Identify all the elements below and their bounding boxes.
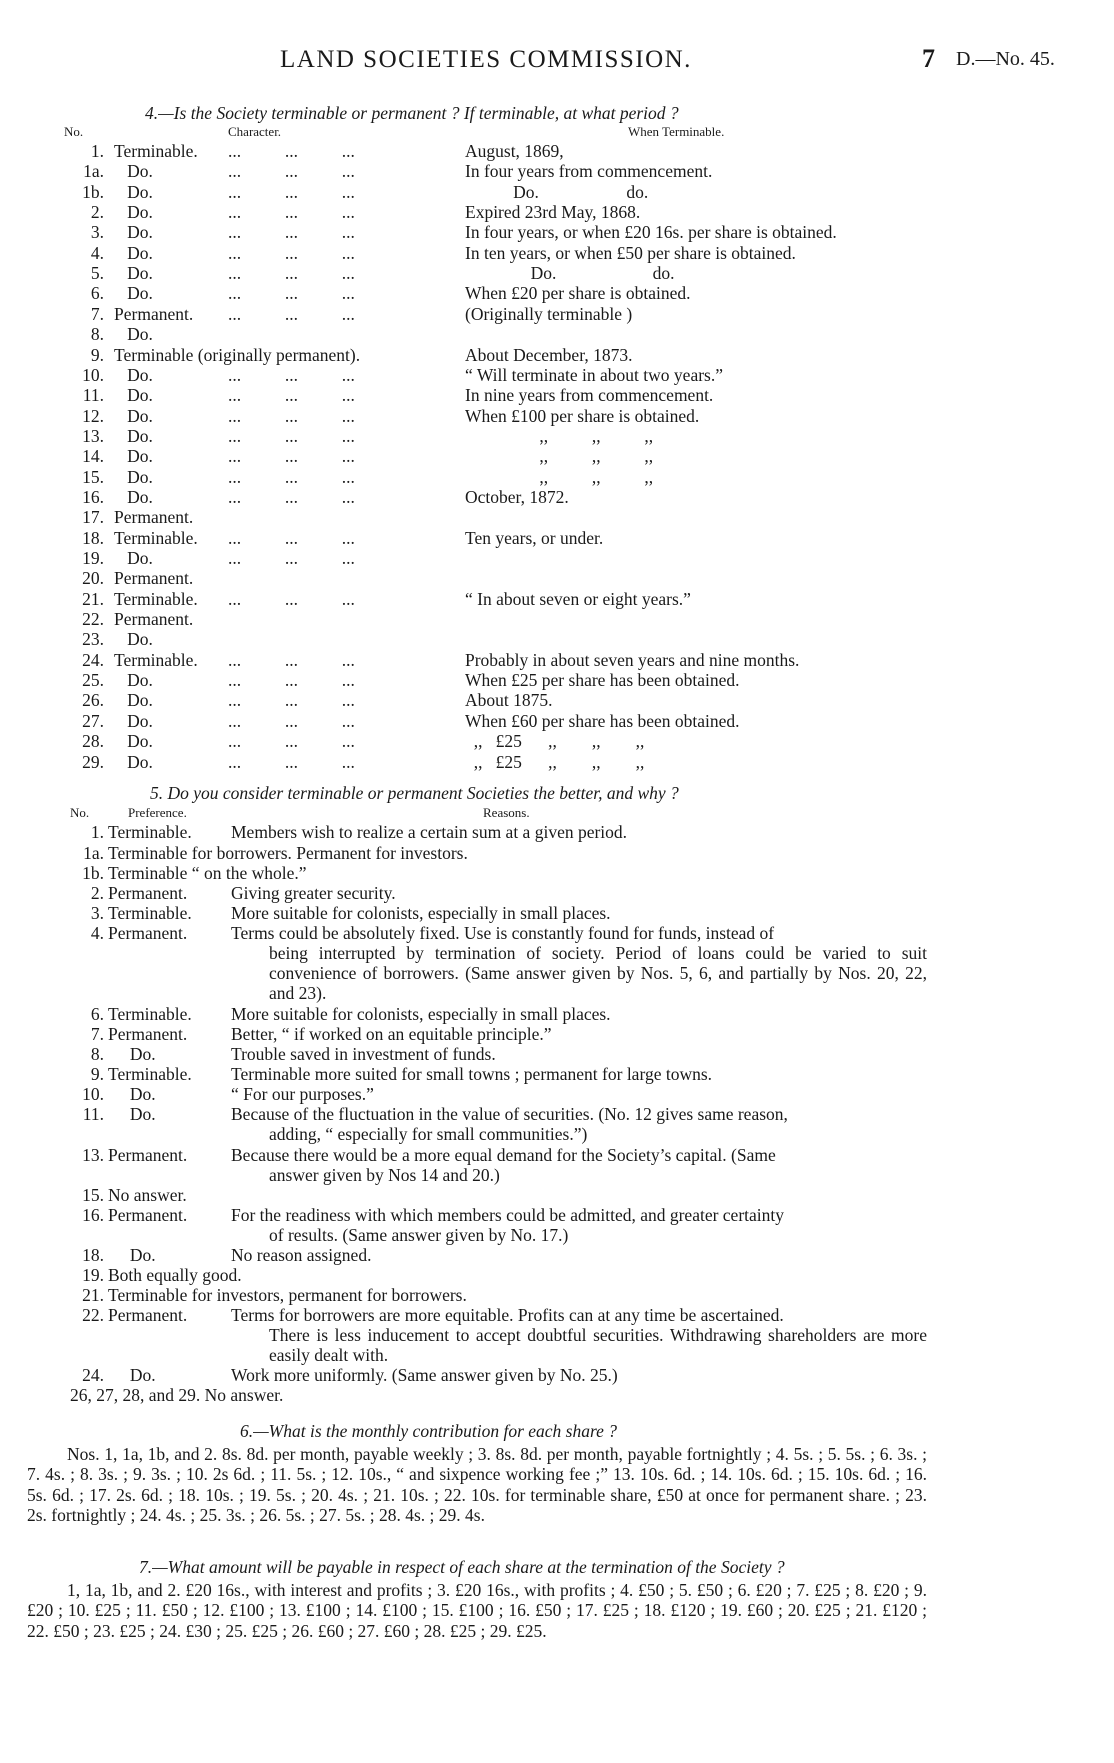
q4-row-when-terminable: ,, ,, ,, xyxy=(465,466,654,487)
q5-row-preference: Do. xyxy=(108,1044,156,1064)
q4-row-when-terminable: When £25 per share has been obtained. xyxy=(465,670,740,691)
q5-row-preference: Permanent. xyxy=(108,923,188,943)
q5-reason-continuation: There is less inducement to accept doubtful securities. Withdrawing shareholders are more easily dealt with. xyxy=(269,1325,927,1365)
q4-row-character: Permanent. xyxy=(114,303,194,324)
q5-row-preference: Permanent. xyxy=(108,883,188,903)
q5-row-preference: Terminable. xyxy=(108,903,192,923)
q4-row-number: 6. xyxy=(90,283,104,304)
q4-row-character: Terminable. xyxy=(114,588,198,609)
q4-row-when-terminable: When £100 per share is obtained. xyxy=(465,405,700,426)
q4-row-number: 8. xyxy=(90,324,104,345)
q4-row-number: 26. xyxy=(82,690,104,711)
q4-row-number: 19. xyxy=(82,548,104,568)
q4-row-character: Do. xyxy=(114,161,153,182)
q4-row-character: Do. xyxy=(114,405,153,426)
q4-row-number: 16. xyxy=(82,486,104,507)
q4-row-when-terminable: Do. do. xyxy=(465,181,649,202)
q4-row xyxy=(0,385,1114,405)
q4-row-leader-dots: ... ... ... xyxy=(228,731,355,752)
q5-row-reason xyxy=(231,923,927,1003)
q4-row-number: 27. xyxy=(82,710,104,731)
q4-row-when-terminable: In four years, or when £20 16s. per share is obtained. xyxy=(465,222,837,243)
q4-row-character: Do. xyxy=(114,466,153,487)
q5-row-number: 1. xyxy=(90,822,104,842)
q5-row-preference: Permanent. xyxy=(108,1024,188,1044)
page-header-title: LAND SOCIETIES COMMISSION. xyxy=(280,46,692,73)
q4-row-leader-dots: ... ... ... xyxy=(228,283,355,304)
q4-row-character: Do. xyxy=(114,385,153,406)
q5-row-reason xyxy=(231,1024,927,1044)
q4-row-number: 10. xyxy=(82,364,104,385)
q5-row-number: 11. xyxy=(82,1104,104,1124)
q5-row-number: 3. xyxy=(90,903,104,923)
q4-row-leader-dots: ... ... ... xyxy=(228,486,355,507)
q4-row-character: Do. xyxy=(114,283,153,304)
q5-row-preference: Permanent. xyxy=(108,1305,188,1325)
q4-row-when-terminable: About December, 1873. xyxy=(465,344,633,365)
q4-row-character: Do. xyxy=(114,629,153,650)
document-reference: D.—No. 45. xyxy=(956,48,1055,70)
q5-reason-first-line: For the readiness with which members could be admitted, and greater certainty xyxy=(231,1205,785,1225)
q4-row xyxy=(0,426,1114,446)
q5-row-reason xyxy=(231,1245,927,1265)
q4-row-leader-dots: ... ... ... xyxy=(228,466,355,487)
q5-reason-first-line: Trouble saved in investment of funds. xyxy=(231,1044,496,1064)
q4-row xyxy=(0,263,1114,283)
q4-row-character: Do. xyxy=(114,425,153,446)
q4-row-leader-dots: ... ... ... xyxy=(228,588,355,609)
q4-row-number: 12. xyxy=(82,405,104,426)
q4-row-number: 1b. xyxy=(82,181,104,202)
q4-row xyxy=(0,609,1114,629)
q4-row xyxy=(0,731,1114,751)
q4-row-character: Do. xyxy=(114,710,153,731)
q5-row-number: 8. xyxy=(90,1044,104,1064)
q5-row-answer: Terminable for borrowers. Permanent for investors. xyxy=(108,843,468,863)
q4-row-leader-dots: ... ... ... xyxy=(228,181,355,202)
q5-reason-continuation: adding, “ especially for small communities.”) xyxy=(269,1124,588,1144)
q5-row-number: 24. xyxy=(82,1365,104,1385)
q5-row-preference: Terminable. xyxy=(108,822,192,842)
q4-row-character: Do. xyxy=(114,242,153,263)
q4-row-when-terminable: When £60 per share has been obtained. xyxy=(465,710,740,731)
q4-row-character: Do. xyxy=(114,731,153,752)
q4-row xyxy=(0,222,1114,242)
q5-reason-first-line: Because of the fluctuation in the value of securities. (No. 12 gives same reason, xyxy=(231,1104,788,1124)
q5-row-text xyxy=(70,1385,283,1405)
q5-row-number: 2. xyxy=(90,883,104,903)
question-7-heading: 7.—What amount will be payable in respect of each share at the termination of the Society ? xyxy=(139,1557,785,1577)
q5-row-answer: Both equally good. xyxy=(108,1265,242,1285)
q4-row-number: 4. xyxy=(90,242,104,263)
q4-row-number: 22. xyxy=(82,609,104,630)
q4-row-character: Permanent. xyxy=(114,507,194,528)
question-5-heading: 5. Do you consider terminable or permanent Societies the better, and why ? xyxy=(150,783,679,803)
q4-row-number: 1a. xyxy=(83,161,104,182)
q5-row-number: 4. xyxy=(90,923,104,943)
q5-reason-continuation: being interrupted by termination of society. Period of loans could be varied to suit convenience of borrowers. (Same answer given by Nos. 5, 6, and partially by Nos. 20, 22, and 23). xyxy=(269,943,927,1003)
q4-row-character: Terminable. xyxy=(114,141,198,161)
q4-row-when-terminable: Do. do. xyxy=(465,263,675,284)
q4-row-character: Do. xyxy=(114,548,153,568)
q4-row-number: 14. xyxy=(82,446,104,467)
q5-reason-first-line: More suitable for colonists, especially in small places. xyxy=(231,903,611,923)
q5-row-number: 1a. xyxy=(83,843,104,863)
q4-row xyxy=(0,568,1114,588)
q4-row-character: Do. xyxy=(114,364,153,385)
q5-row-preference: Terminable. xyxy=(108,1004,192,1024)
q4-row xyxy=(0,304,1114,324)
q5-reason-first-line: Better, “ if worked on an equitable principle.” xyxy=(231,1024,552,1044)
q4-row-character: Do. xyxy=(114,202,153,223)
q5-row-reason xyxy=(231,1145,927,1185)
q4-row-number: 20. xyxy=(82,568,104,589)
question-6-heading: 6.—What is the monthly contribution for each share ? xyxy=(240,1421,618,1441)
q4-row-leader-dots: ... ... ... xyxy=(228,202,355,223)
q4-row-character: Do. xyxy=(114,263,153,284)
q5-row-number: 6. xyxy=(90,1004,104,1024)
q4-row-number: 17. xyxy=(82,507,104,528)
q4-row-when-terminable: In four years from commencement. xyxy=(465,161,713,182)
q4-row xyxy=(0,345,1114,365)
q5-reason-continuation: answer given by Nos 14 and 20.) xyxy=(269,1165,500,1185)
question-4-heading: 4.—Is the Society terminable or permanent ? If terminable, at what period ? xyxy=(145,103,679,123)
q4-row-when-terminable: August, 1869, xyxy=(465,141,564,161)
q4-row-character: Do. xyxy=(114,690,153,711)
q4-row-when-terminable: About 1875. xyxy=(465,690,553,711)
q4-row-character: Permanent. xyxy=(114,568,194,589)
q5-reason-first-line: Because there would be a more equal demand for the Society’s capital. (Same xyxy=(231,1145,776,1165)
q4-row-when-terminable: When £20 per share is obtained. xyxy=(465,283,691,304)
q4-row xyxy=(0,507,1114,527)
q5-reason-continuation: of results. (Same answer given by No. 17.) xyxy=(269,1225,569,1245)
q5-row-number: 15. xyxy=(82,1185,104,1205)
q5-row-reason xyxy=(231,1365,927,1385)
q4-row-when-terminable: “ Will terminate in about two years.” xyxy=(465,364,723,385)
q4-col-when: When Terminable. xyxy=(628,124,725,139)
q5-row-preference: Do. xyxy=(108,1084,156,1104)
q5-row-number: 18. xyxy=(82,1245,104,1265)
q5-row-reason xyxy=(231,903,927,923)
q5-col-reasons: Reasons. xyxy=(483,805,530,820)
q5-row-number: 19. xyxy=(82,1265,104,1285)
q5-row-preference: Do. xyxy=(108,1245,156,1265)
q5-row-number: 13. xyxy=(82,1145,104,1165)
q5-row-preference: Do. xyxy=(108,1104,156,1124)
q4-col-no: No. xyxy=(64,124,84,139)
q4-row-leader-dots: ... ... ... xyxy=(228,405,355,426)
q5-col-no: No. xyxy=(70,805,90,820)
q4-row xyxy=(0,406,1114,426)
q5-reason-first-line: Work more uniformly. (Same answer given by No. 25.) xyxy=(231,1365,618,1385)
q4-row-leader-dots: ... ... ... xyxy=(228,670,355,691)
q4-row-number: 9. xyxy=(90,344,104,365)
q4-row-when-terminable: “ In about seven or eight years.” xyxy=(465,588,691,609)
q4-row-leader-dots: ... ... ... xyxy=(228,364,355,385)
q4-row-character: Do. xyxy=(114,222,153,243)
q5-reason-first-line: Members wish to realize a certain sum at a given period. xyxy=(231,822,628,842)
q4-row xyxy=(0,283,1114,303)
q5-row-number: 22. xyxy=(82,1305,104,1325)
q4-row-leader-dots: ... ... ... xyxy=(228,222,355,243)
q4-row xyxy=(0,141,1114,161)
q5-row-reason xyxy=(231,1205,927,1245)
q4-row-character: Do. xyxy=(114,446,153,467)
q5-reason-first-line: “ For our purposes.” xyxy=(231,1084,374,1104)
q4-row-leader-dots: ... ... ... xyxy=(228,690,355,711)
q5-row-preference: Permanent. xyxy=(108,1145,188,1165)
q4-row-when-terminable: ,, ,, ,, xyxy=(465,425,654,446)
q4-row-number: 21. xyxy=(82,588,104,609)
q4-row-number: 15. xyxy=(82,466,104,487)
q4-row-character: Do. xyxy=(114,181,153,202)
q4-row-leader-dots: ... ... ... xyxy=(228,649,355,670)
q4-row-when-terminable: In ten years, or when £50 per share is obtained. xyxy=(465,242,796,263)
q4-row-leader-dots: ... ... ... xyxy=(228,751,355,772)
q4-row-when-terminable: (Originally terminable ) xyxy=(465,303,633,324)
q5-row-reason xyxy=(231,822,927,842)
q4-row xyxy=(0,752,1114,772)
q5-row-number: 9. xyxy=(90,1064,104,1084)
q4-row-when-terminable: Probably in about seven years and nine months. xyxy=(465,649,800,670)
q4-row-number: 2. xyxy=(90,202,104,223)
q4-row-leader-dots: ... ... ... xyxy=(228,446,355,467)
q4-row xyxy=(0,161,1114,181)
q4-row-when-terminable: ,, ,, ,, xyxy=(465,446,654,467)
q5-reason-first-line: No reason assigned. xyxy=(231,1245,372,1265)
q5-row-number: 26, 27, 28, and 29. xyxy=(70,1385,201,1405)
q5-row-reason xyxy=(231,1084,927,1104)
q5-row-preference: Permanent. xyxy=(108,1205,188,1225)
q4-row-when-terminable: Expired 23rd May, 1868. xyxy=(465,202,641,223)
q4-row-leader-dots: ... ... ... xyxy=(228,263,355,284)
q5-row-reason xyxy=(231,883,927,903)
q4-row-number: 24. xyxy=(82,649,104,670)
q5-reason-first-line: Terms could be absolutely fixed. Use is constantly found for funds, instead of xyxy=(231,923,775,943)
q5-row-reason xyxy=(231,1044,927,1064)
q4-row xyxy=(0,670,1114,690)
q4-row-leader-dots: ... ... ... xyxy=(228,548,355,568)
q4-row-leader-dots: ... ... ... xyxy=(228,527,355,548)
q5-row-number: 1b. xyxy=(82,863,104,883)
q5-row-reason xyxy=(231,1305,927,1365)
question-6-answer xyxy=(27,1444,927,1525)
q4-row-leader-dots: ... ... ... xyxy=(228,242,355,263)
q4-row-number: 11. xyxy=(82,385,104,406)
q4-row-character: Do. xyxy=(114,486,153,507)
q5-reason-first-line: More suitable for colonists, especially in small places. xyxy=(231,1004,611,1024)
q4-row xyxy=(0,711,1114,731)
q5-row-answer: Terminable for investors, permanent for borrowers. xyxy=(108,1285,467,1305)
q4-row-number: 23. xyxy=(82,629,104,650)
q4-row-number: 18. xyxy=(82,527,104,548)
q4-row-character: Terminable (originally permanent). xyxy=(114,344,361,365)
q4-row-when-terminable: October, 1872. xyxy=(465,486,569,507)
q5-reason-first-line: Terms for borrowers are more equitable. Profits can at any time be ascertained. xyxy=(231,1305,784,1325)
q4-row xyxy=(0,548,1114,568)
q4-row xyxy=(0,446,1114,466)
q4-row xyxy=(0,365,1114,385)
q5-row-answer: No answer. xyxy=(108,1185,187,1205)
question-7-answer xyxy=(27,1580,927,1641)
q7-answer-text: 1, 1a, 1b, and 2. £20 16s., with interest and profits ; 3. £20 16s., with profits ; 4. £50 ; 5. £50 ; 6. £20 ; 7. £25 ; 8. £20 ; 9. £20 ; 10. £25 ; 11. £50 ; 12. £100 ; 13. £100 ; 14. £100 ; 15. £100 ; 16. £50 ; 17. £25 ; 18. £120 ; 19. £60 ; 20. £25 ; 21. £120 ; 22. £50 ; 23. £25 ; 24. £30 ; 25. £25 ; 26. £60 ; 27. £60 ; 28. £25 ; 29. £25. xyxy=(27,1580,927,1641)
q4-row-leader-dots: ... ... ... xyxy=(228,385,355,406)
q5-col-preference: Preference. xyxy=(128,805,187,820)
q4-row-number: 1. xyxy=(90,141,104,161)
q6-answer-text: Nos. 1, 1a, 1b, and 2. 8s. 8d. per month, payable weekly ; 3. 8s. 8d. per month, payable fortnightly ; 4. 5s. ; 5. 5s. ; 6. 3s. ; 7. 4s. ; 8. 3s. ; 9. 3s. ; 10. 2s 6d. ; 11. 5s. ; 12. 10s., “ and sixpence working fee ;” 13. 10s. 6d. ; 14. 10s. 6d. ; 15. 10s. 6d. ; 16. 5s. 6d. ; 17. 2s. 6d. ; 18. 10s. ; 19. 5s. ; 20. 4s. ; 21. 10s. ; 22. 10s. for terminable share, £50 at once for permanent share. ; 23. 2s. fortnightly ; 24. 4s. ; 25. 3s. ; 26. 5s. ; 27. 5s. ; 28. 4s. ; 29. 4s. xyxy=(27,1444,927,1525)
q4-row xyxy=(0,182,1114,202)
q5-row-number: 10. xyxy=(82,1084,104,1104)
q4-row-leader-dots: ... ... ... xyxy=(228,161,355,182)
q4-row-character: Terminable. xyxy=(114,649,198,670)
q4-row xyxy=(0,243,1114,263)
q4-row-number: 28. xyxy=(82,731,104,752)
q4-row xyxy=(0,202,1114,222)
q4-row-character: Do. xyxy=(114,670,153,691)
q4-row xyxy=(0,528,1114,548)
q4-row xyxy=(0,487,1114,507)
q4-row xyxy=(0,690,1114,710)
q4-row-number: 5. xyxy=(90,263,104,284)
q4-row-character: Permanent. xyxy=(114,609,194,630)
q4-row-when-terminable: In nine years from commencement. xyxy=(465,385,714,406)
q4-row xyxy=(0,467,1114,487)
q4-col-character: Character. xyxy=(228,124,282,139)
q4-row xyxy=(0,650,1114,670)
q5-row-number: 21. xyxy=(82,1285,104,1305)
page-number: 7 xyxy=(922,44,935,73)
q4-row xyxy=(0,589,1114,609)
q4-row-leader-dots: ... ... ... xyxy=(228,425,355,446)
q4-row-leader-dots: ... ... ... xyxy=(228,303,355,324)
q4-row-when-terminable: ,, £25 ,, ,, ,, xyxy=(465,731,645,752)
q5-reason-first-line: Terminable more suited for small towns ; permanent for large towns. xyxy=(231,1064,713,1084)
q4-row xyxy=(0,629,1114,649)
q5-row-preference: Do. xyxy=(108,1365,156,1385)
q5-row-reason xyxy=(231,1104,927,1144)
q4-row-number: 25. xyxy=(82,670,104,691)
q5-row-answer: No answer. xyxy=(204,1385,284,1405)
q4-row-when-terminable: Ten years, or under. xyxy=(465,527,604,548)
q5-row-reason xyxy=(231,1004,927,1024)
q5-row-preference: Terminable. xyxy=(108,1064,192,1084)
q4-row-leader-dots: ... ... ... xyxy=(228,141,355,161)
q4-row-number: 7. xyxy=(90,303,104,324)
q4-row-when-terminable: ,, £25 ,, ,, ,, xyxy=(465,751,645,772)
q5-reason-first-line: Giving greater security. xyxy=(231,883,396,903)
q4-row-character: Do. xyxy=(114,751,153,772)
q5-row-answer: Terminable “ on the whole.” xyxy=(108,863,307,883)
q4-row xyxy=(0,324,1114,344)
q4-row-character: Terminable. xyxy=(114,527,198,548)
q4-row-number: 3. xyxy=(90,222,104,243)
q5-row-reason xyxy=(231,1064,927,1084)
q5-row-number: 16. xyxy=(82,1205,104,1225)
q4-row-leader-dots: ... ... ... xyxy=(228,710,355,731)
q4-row-number: 13. xyxy=(82,425,104,446)
q5-row-number: 7. xyxy=(90,1024,104,1044)
q4-row-number: 29. xyxy=(82,751,104,772)
q4-row-character: Do. xyxy=(114,324,153,345)
